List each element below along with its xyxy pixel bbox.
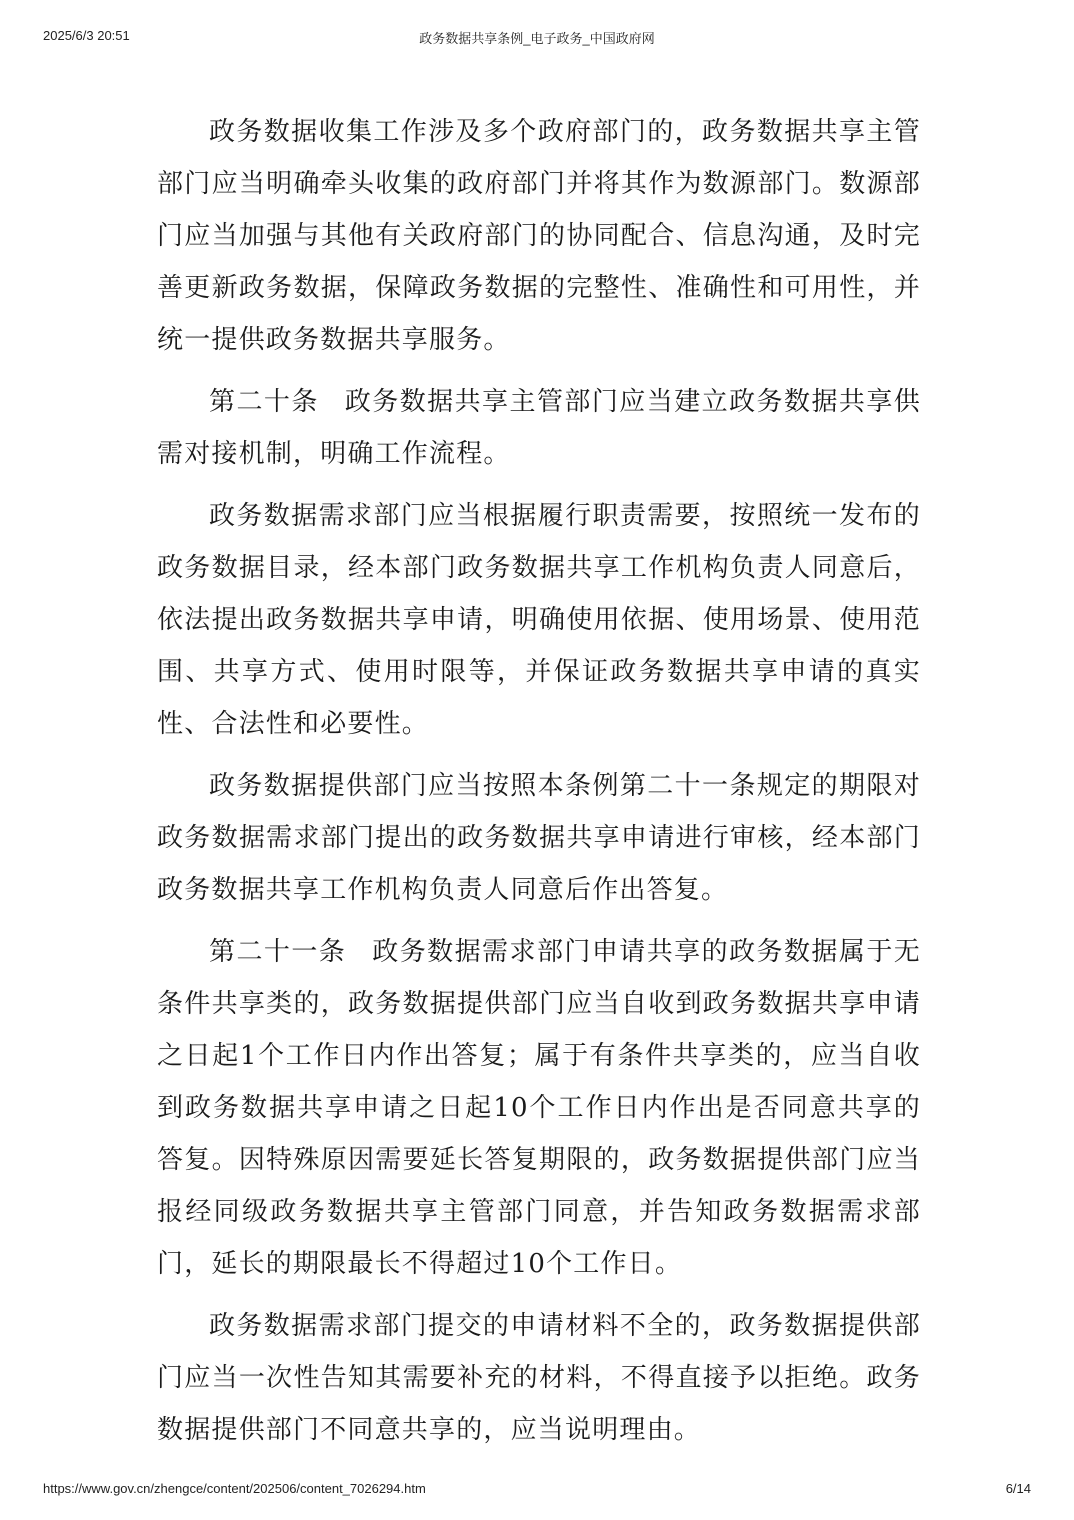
article-paragraph — [157, 376, 921, 480]
paragraph-text: 政务数据收集工作涉及多个政府部门的，政务数据共享主管部门应当明确牵头收集的政府部门并将其作为数源部门。数源部门应当加强与其他有关政府部门的协同配合、信息沟通，及时完善更新政务数据，保障政务数据的完整性、准确性和可用性，并统一提供政务数据共享服务。 — [157, 117, 921, 355]
document-title: 政务数据共享条例_电子政务_中国政府网 — [419, 31, 655, 46]
print-datetime: 2025/6/3 20:51 — [43, 28, 130, 43]
page-number: 6/14 — [1005, 1481, 1031, 1496]
paragraph — [157, 1300, 921, 1456]
paragraph-text: 政务数据需求部门提交的申请材料不全的，政务数据提供部门应当一次性告知其需要补充的材料，不得直接予以拒绝。政务数据提供部门不同意共享的，应当说明理由。 — [157, 1311, 921, 1445]
paragraph-text: 政务数据需求部门应当根据履行职责需要，按照统一发布的政务数据目录，经本部门政务数据共享工作机构负责人同意后，依法提出政务数据共享申请，明确使用依据、使用场景、使用范围、共享方式、使用时限等，并保证政务数据共享申请的真实性、合法性和必要性。 — [157, 501, 921, 739]
paragraph — [157, 106, 921, 366]
paragraph-text: 政务数据共享主管部门应当建立政务数据共享供需对接机制，明确工作流程。 — [157, 387, 922, 469]
paragraph-text: 政务数据需求部门申请共享的政务数据属于无条件共享类的，政务数据提供部门应当自收到政务数据共享申请之日起1个工作日内作出答复；属于有条件共享类的，应当自收到政务数据共享申请之日起10个工作日内作出是否同意共享的答复。因特殊原因需要延长答复期限的，政务数据提供部门应当报经同级政务数据共享主管部门同意，并告知政务数据需求部门，延长的期限最长不得超过10个工作日。 — [157, 937, 921, 1279]
paragraph-text: 政务数据提供部门应当按照本条例第二十一条规定的期限对政务数据需求部门提出的政务数据共享申请进行审核，经本部门政务数据共享工作机构负责人同意后作出答复。 — [157, 771, 921, 905]
document-body — [157, 106, 921, 1466]
page-url: https://www.gov.cn/zhengce/content/202506/content_7026294.htm — [43, 1481, 426, 1496]
paragraph — [157, 760, 921, 916]
print-footer — [43, 1481, 1031, 1501]
article-paragraph — [157, 926, 921, 1290]
article-number: 第二十条 — [209, 387, 319, 417]
paragraph — [157, 490, 921, 750]
print-header — [43, 28, 1031, 48]
article-number: 第二十一条 — [209, 937, 347, 967]
